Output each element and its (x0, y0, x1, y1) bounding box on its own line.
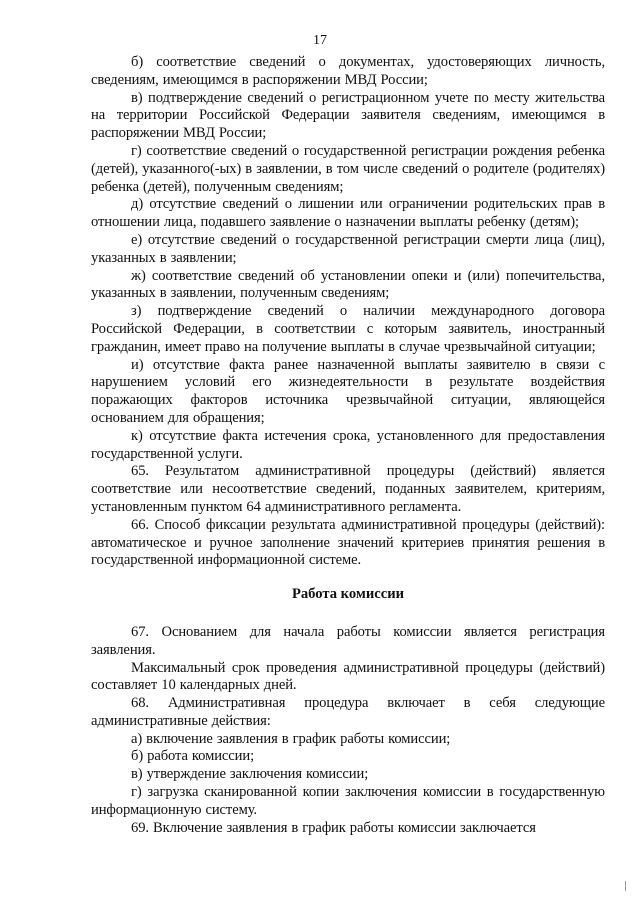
paragraph-68: 68. Административная процедура включает в себя следующие административные действия: (91, 695, 605, 729)
paragraph-68-v: в) утверждение заключения комиссии; (131, 766, 369, 783)
paragraph-item-g: г) соответствие сведений о государственной регистрации рождения ребенка (детей), указанного(-ых) в заявлении, в том числе сведений о родителе (родителях) ребенка (детей), полученным сведениям; (91, 142, 605, 195)
paragraph-item-e: е) отсутствие сведений о государственной регистрации смерти лица (лиц), указанных в заявлении; (91, 231, 605, 266)
paragraph-item-b: б) соответствие сведений о документах, удостоверяющих личность, сведениям, имеющимся в распоряжении МВД России; (91, 54, 605, 88)
paragraph-item-d: д) отсутствие сведений о лишении или ограничении родительских прав в отношении лица, подавшего заявление о назначении выплаты ребенку (детям); (91, 196, 605, 231)
scan-mark (625, 881, 630, 891)
paragraph-item-z: з) подтверждение сведений о наличии международного договора Российской Федерации, в соответствии с которым заявитель, иностранный гражданин, имеет право на получение выплаты в случае чрезвычайной ситуации; (91, 303, 605, 355)
paragraph-65: 65. Результатом административной процедуры (действий) является соответствие или несоответствие сведений, поданных заявителем, критериям, установленным пунктом 64 административного регламента. (91, 463, 605, 515)
paragraph-69: 69. Включение заявления в график работы комиссии заключается (131, 819, 536, 836)
section-heading: Работа комиссии (291, 586, 405, 603)
document-body (91, 54, 605, 837)
paragraph-68-a: а) включение заявления в график работы комиссии; (131, 730, 451, 747)
paragraph-item-i: и) отсутствие факта ранее назначенной выплаты заявителю в связи с нарушением условий его жизнедеятельности в результате воздействия поражающих факторов источника чрезвычайной ситуации, являющейся основанием для обращения; (91, 356, 605, 426)
paragraph-max-term: Максимальный срок проведения административной процедуры (действий) составляет 10 календарных дней. (91, 659, 605, 694)
paragraph-item-v: в) подтверждение сведений о регистрационном учете по месту жительства на территории Российской Федерации заявителя сведениям, имеющимся в распоряжении МВД России; (91, 89, 605, 142)
paragraph-68-b: б) работа комиссии; (131, 748, 255, 765)
page-number: 17 (313, 33, 327, 48)
paragraph-67: 67. Основанием для начала работы комиссии является регистрация заявления. (91, 623, 605, 658)
paragraph-item-zh: ж) соответствие сведений об установлении опеки и (или) попечительства, указанных в заявлении, полученным сведениям; (91, 267, 605, 302)
paragraph-item-k: к) отсутствие факта истечения срока, установленного для предоставления государственной услуги. (91, 427, 605, 462)
paragraph-68-g: г) загрузка сканированной копии заключения комиссии в государственную информационную систему. (91, 784, 605, 818)
paragraph-66: 66. Способ фиксации результата административной процедуры (действий): автоматическое и ручное заполнение значений критериев принятия решения в государственной информационной системе. (91, 516, 605, 569)
